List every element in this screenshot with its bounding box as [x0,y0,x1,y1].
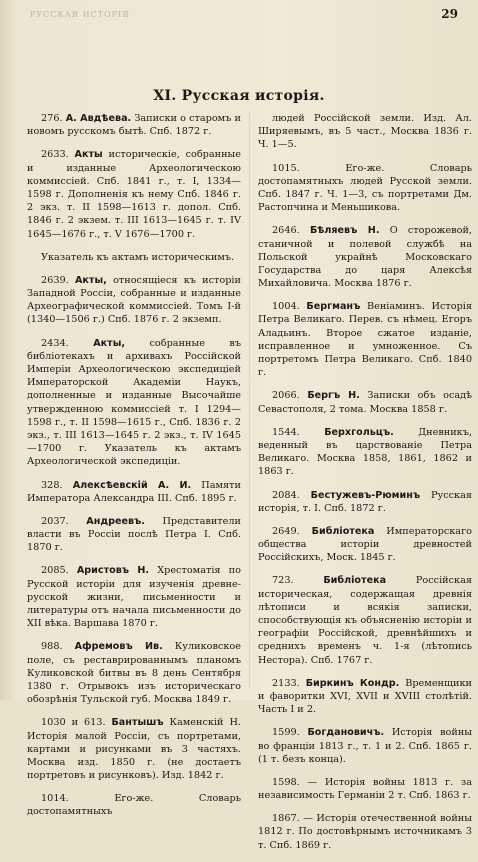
catalog-entry [27,564,241,630]
entry-text: Императорскаго общества исторіи древностей Россійскихъ, Моск. 1845 г. [258,525,472,564]
entry-author: Акты [74,149,103,161]
entry-text: Записки о старомъ и новомъ русскомъ бытѣ. Спб. 1872 г. [27,113,241,138]
entry-number: 723. [272,575,294,587]
catalog-entry [27,716,241,782]
entry-author: Афремовъ Ив. [74,641,163,653]
catalog-entry [258,112,472,152]
running-header: РУССКАЯ ИСТОРІЯ [30,9,130,19]
catalog-entry [258,300,472,379]
entry-text: Его-же. Словарь достопамятныхъ [27,793,241,818]
catalog-entry [27,640,241,706]
catalog-entry [27,112,241,138]
entry-number: 2133. [272,677,300,689]
entry-text: Русская исторія, т. І. Спб. 1872 г. [258,489,472,514]
catalog-entry [27,515,241,555]
entry-author: Акты, [74,274,107,286]
entry-text: Указатель къ актамъ историческимъ. [41,251,235,263]
entry-number: 2639. [41,274,69,286]
entry-number: 1030 и 613. [41,717,106,729]
entry-number: 1599. [272,727,300,739]
entry-text: Веніаминъ. Исторія Петра Великаго. Перев. съ нѣмец. Егоръ Аладьинъ. Второе сжатое изданіе, исправленное и умноженное. Съ портретомъ Петра Великаго. Спб. 1840 г. [258,301,472,379]
entry-text: Дневникъ, веденный въ царствованіе Петра Великаго. Москва 1858, 1861, 1862 и 1863 г. [258,426,472,478]
entry-number: 1015. [272,162,300,174]
catalog-entry [258,426,472,479]
entry-number: 2434. [41,337,69,349]
entry-author: Библіотека [323,575,387,587]
entry-author: Библіотека [311,525,375,537]
entry-author: Берхгольцъ. [324,426,394,438]
entry-author: Бѣляевъ Н. [309,225,380,237]
catalog-entry [258,677,472,717]
catalog-entry [258,726,472,766]
entry-number: 988. [41,641,63,653]
entry-number: 2649. [272,525,300,537]
entry-text: собранные въ библіотекахъ и архивахъ Россійской Имперіи Археологическою экспедиціей Императорской Академіи Наукъ, дополненные и изданные Высочайше утвержденною коммиссіей т. І 1294—1598 г., т. ІІ 1598—1615 г., Спб. 1836 г. 2 экз., т. ІІІ 1613—1645 г. 2 экз., т. ІV 1645—1700 г. Указатель къ актамъ Археологической экспедиціи. [27,337,241,468]
entry-number: 2037. [41,515,69,527]
catalog-entry [27,792,241,818]
entry-author: Алексѣевскій А. И. [72,479,192,491]
catalog-entry [27,148,241,240]
entry-number: 276. [41,113,63,124]
section-title: XI. Русская исторія. [153,88,325,104]
entry-number: 1014. [41,793,69,805]
entry-text: людей Россійской земли. Изд. Ал. Ширяевымъ, въ 5 част., Москва 1836 г. Ч. 1—5. [258,113,472,151]
catalog-entry [258,162,472,215]
entry-number: 328. [41,479,63,491]
entry-number: 2633. [41,149,69,161]
catalog-entry [258,812,472,852]
entry-number: 2066. [272,390,300,402]
entry-author: Аристовъ Н. [76,565,150,577]
entry-number: 1544. [272,426,300,438]
entry-author: Андреевъ. [86,515,145,527]
catalog-entry [258,389,472,415]
entry-text: относящіеся къ исторіи Западной Россіи, собранные и изданные Археографической коммиссіей. Томъ І-й (1340—1506 г.) Спб. 1876 г. 2 экземп. [27,274,241,326]
entry-author: Бантышъ [111,717,164,729]
right-column [258,112,472,862]
entry-text: Временщики и фаворитки XVI, XVII и XVIII столѣтій. Часть І и 2. [258,677,472,716]
entry-number: 2085. [41,565,69,577]
entry-number: 2084. [272,489,300,501]
entry-number: 1598. [272,776,300,788]
entry-number: 1867. [272,813,300,825]
entry-text: Куликовское поле, съ реставрированнымъ планомъ Куликовской битвы въ 8 день Сентября 1380 г. Отрывокъ изъ историческаго обозрѣнія Тульской губ. Москва 1849 г. [27,641,241,706]
entry-text: Его-же. Словарь достопамятныхъ людей Русской земли. Спб. 1847 г. Ч. 1—3, съ портретами Дм. Растопчина и Меньшикова. [258,162,472,214]
catalog-entry [258,525,472,565]
entry-text: Хрестоматія по Русской исторіи для изученія древне-русской жизни, письменности и литературы отъ начала письменности до XII вѣка. Варшава 1870 г. [27,565,241,630]
page-number: 29 [441,7,458,21]
entry-text: Каменскій Н. Исторія малой Россіи, съ портретами, картами и рисунками въ 3 частяхъ. Москва изд. 1850 г. (не достаетъ портретовъ и рисунковъ). Изд. 1842 г. [27,717,241,782]
catalog-entry [258,776,472,802]
entry-number: 1004. [272,301,300,313]
catalog-entry [27,274,241,327]
entry-text: Исторія войны во франціи 1813 г., т. 1 и 2. Спб. 1865 г. (1 т. безъ конца). [258,727,472,765]
entry-text: Россійская историческая, содержащая древнія лѣтописи и всякія записки, способствующія къ объясненію исторіи и географіи Россійской, древнѣйшихъ и среднихъ временъ ч. 1-я (лѣтопись Нестора). Спб. 1767 г. [258,575,472,666]
entry-text: историческіе, собранные и изданные Археологическою коммиссіей. Спб. 1841 г., т. І, 1334—1598 г. Дополненія къ нему Спб. 1846 г. 2 экз. т. ІІ 1598—1613 г. допол. Спб. 1846 г. 2 экзем. т. ІІІ 1613—1645 г. т. ІV 1645—1676 г., т. V 1676—1700 г. [27,149,241,240]
catalog-entry [27,251,241,264]
entry-author: Бергъ Н. [307,390,360,402]
column-gutter [249,112,250,688]
entry-author: Акты, [93,337,126,349]
catalog-entry [258,489,472,515]
catalog-entry [258,574,472,666]
catalog-entry [258,224,472,290]
entry-text: О сторожевой, станичной и полевой службѣ на Польской украйнѣ Московскаго Государства до царя Алексѣя Михайловича. Москва 1876 г. [258,225,473,290]
entry-text: Памяти Императора Александра ІІІ. Спб. 1895 г. [27,479,241,504]
page-header [0,0,478,28]
entry-text: — Исторія войны 1813 г. за независимость Германіи 2 т. Спб. 1863 г. [258,776,472,802]
entry-author: Биркинъ Кондр. [305,677,400,689]
entry-author: Богдановичъ. [307,727,385,739]
entry-author: А. Авдѣева. [65,113,132,124]
entry-author: Бестужевъ-Рюминъ [310,489,421,501]
catalog-entry [27,479,241,505]
entry-author: Бергманъ [306,301,361,313]
entry-number: 2646. [272,225,300,237]
entry-text: Представители власти въ Россіи послѣ Петра І. Спб. 1870 г. [27,515,241,554]
entry-text: — Исторія отечественной войны 1812 г. По достовѣрнымъ источникамъ 3 т. Спб. 1869 г. [258,813,472,851]
entry-text: Записки объ осадѣ Севастополя, 2 тома. Москва 1858 г. [258,390,472,415]
catalog-entry [27,337,241,469]
left-column [27,112,241,829]
